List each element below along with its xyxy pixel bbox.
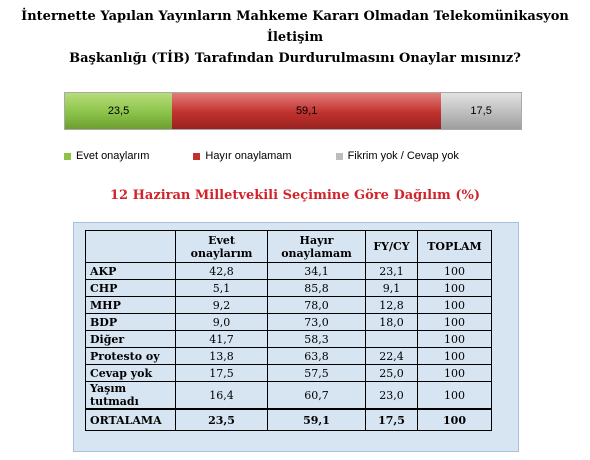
table-cell: 63,8 <box>268 348 366 365</box>
column-header-line2: onaylamam <box>281 246 352 260</box>
table-row <box>86 331 492 348</box>
table-cell: 59,1 <box>268 409 366 431</box>
column-header <box>366 231 418 263</box>
table-cell: 16,4 <box>176 382 268 410</box>
row-label: Yaşım tutmadı <box>86 382 176 410</box>
legend-label: Fikrim yok / Cevap yok <box>347 150 459 162</box>
table-cell: 57,5 <box>268 365 366 382</box>
row-label: Protesto oy <box>86 348 176 365</box>
column-header-line1: FY/CY <box>373 240 410 253</box>
chart-title <box>20 6 570 69</box>
table-cell: 100 <box>418 365 492 382</box>
data-label: 23,5 <box>107 105 130 117</box>
table-title: 12 Haziran Milletvekili Seçimine Göre Dağılım (%) <box>110 188 480 203</box>
bar-segment-hayir <box>172 93 441 129</box>
distribution-table <box>85 230 492 431</box>
legend-item <box>336 150 459 162</box>
bar-segment-evet <box>65 93 172 129</box>
table-row <box>86 365 492 382</box>
chart-title-line2: Başkanlığı (TİB) Tarafından Durdurulmasını Onaylar mısınız? <box>69 51 521 66</box>
table-cell: 9,1 <box>366 280 418 297</box>
table-cell: 100 <box>418 331 492 348</box>
table-cell: 13,8 <box>176 348 268 365</box>
table-cell: 100 <box>418 297 492 314</box>
table-row <box>86 348 492 365</box>
chart-title-line1: İnternette Yapılan Yayınların Mahkeme Kararı Olmadan Telekomünikasyon İletişim <box>21 9 569 45</box>
table-cell: 9,0 <box>176 314 268 331</box>
table-cell: 42,8 <box>176 263 268 280</box>
table-cell: 18,0 <box>366 314 418 331</box>
legend-item <box>64 150 149 162</box>
table-row <box>86 297 492 314</box>
row-label: MHP <box>86 297 176 314</box>
legend-swatch <box>64 153 71 160</box>
table-cell: 58,3 <box>268 331 366 348</box>
legend <box>64 150 534 162</box>
table-row <box>86 382 492 410</box>
table-cell: 17,5 <box>366 409 418 431</box>
table-cell: 25,0 <box>366 365 418 382</box>
row-label: AKP <box>86 263 176 280</box>
legend-label: Hayır onaylamam <box>205 150 292 162</box>
table-cell: 9,2 <box>176 297 268 314</box>
table-cell: 5,1 <box>176 280 268 297</box>
table-cell: 100 <box>418 314 492 331</box>
column-header <box>86 231 176 263</box>
table-cell: 100 <box>418 409 492 431</box>
table-cell: 23,5 <box>176 409 268 431</box>
column-header-line1: Hayır <box>299 233 334 247</box>
legend-swatch <box>193 153 200 160</box>
table-cell: 85,8 <box>268 280 366 297</box>
column-header-line1: Evet <box>208 233 235 247</box>
table-cell: 23,1 <box>366 263 418 280</box>
table-summary-row <box>86 409 492 431</box>
table-cell: 34,1 <box>268 263 366 280</box>
legend-label: Evet onaylarım <box>76 150 150 162</box>
table-row <box>86 280 492 297</box>
column-header-line1: TOPLAM <box>427 240 482 253</box>
row-label: CHP <box>86 280 176 297</box>
column-header <box>268 231 366 263</box>
data-label: 17,5 <box>470 105 492 117</box>
table-cell <box>366 331 418 348</box>
legend-item <box>193 150 291 162</box>
table-cell: 12,8 <box>366 297 418 314</box>
legend-swatch <box>336 153 343 160</box>
table-row <box>86 263 492 280</box>
table-cell: 100 <box>418 263 492 280</box>
table-cell: 100 <box>418 348 492 365</box>
row-label: BDP <box>86 314 176 331</box>
table-cell: 22,4 <box>366 348 418 365</box>
column-header <box>176 231 268 263</box>
column-header-line2: onaylarım <box>190 246 253 260</box>
data-label: 59,1 <box>295 105 318 117</box>
table-cell: 23,0 <box>366 382 418 410</box>
bar-segment-fikrim <box>441 93 521 129</box>
table-cell: 60,7 <box>268 382 366 410</box>
row-label: ORTALAMA <box>86 409 176 431</box>
table-header-row <box>86 231 492 263</box>
table-cell: 100 <box>418 280 492 297</box>
table-cell: 100 <box>418 382 492 410</box>
row-label: Diğer <box>86 331 176 348</box>
table-cell: 73,0 <box>268 314 366 331</box>
table-row <box>86 314 492 331</box>
table-frame <box>73 222 519 452</box>
table-cell: 41,7 <box>176 331 268 348</box>
stacked-bar <box>64 92 522 130</box>
table-cell: 78,0 <box>268 297 366 314</box>
column-header <box>418 231 492 263</box>
table-cell: 17,5 <box>176 365 268 382</box>
row-label: Cevap yok <box>86 365 176 382</box>
